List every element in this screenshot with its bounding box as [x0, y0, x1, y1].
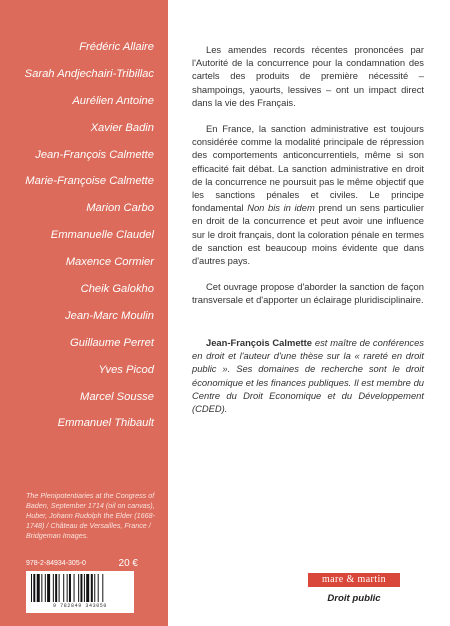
author-list [0, 40, 154, 443]
bio-text: est maître de conférences en droit et l'auteur d'une thèse sur la « rareté en droit public ». Ses domaines de recherche sont le droit économique et les finances publiques. Il est membre du Centre du Droit Economique et du Développement (CDED). [192, 337, 424, 415]
cover-image-caption: The Plenipotentiaries at the Congress of Baden, September 1714 (oil on canvas), Huber, Johann Rudolph the Elder (1668-1748) / Château de Versailles, France / Bridgeman Images. [26, 491, 156, 540]
author-name: Guillaume Perret [70, 336, 154, 349]
author-name: Yves Picod [98, 363, 154, 376]
summary-text [192, 43, 424, 307]
author-name: Aurélien Antoine [72, 94, 154, 107]
paragraph-2-text: En France, la sanction administrative est toujours considérée comme la modalité principale de répression des comportements anticoncurrentiels, même si son efficacité fait débat. La sanction administrative en droit de la concurrence ne poursuit pas le même objectif que les sanctions pénales et civiles. Le principe fondamental [192, 123, 424, 214]
author-name: Emmanuel Thibault [57, 417, 154, 430]
back-cover-sidebar [0, 0, 168, 626]
author-name: Marcel Sousse [80, 390, 154, 403]
author-name: Sarah Andjechairi-Tribillac [24, 67, 154, 80]
latin-maxim: Non bis in idem [247, 202, 315, 214]
isbn-number: 978-2-84934-305-0 [26, 559, 86, 567]
author-name: Xavier Badin [90, 121, 154, 134]
summary-paragraph-3: Cet ouvrage propose d'aborder la sanction de façon transversale et d'apporter un éclairage pluridisciplinaire. [192, 281, 424, 306]
barcode [26, 571, 134, 613]
isbn-price-row [26, 557, 138, 569]
paragraph-2-end: prend un sens particulier en droit de la concurrence et peut avoir une influence sur le droit français, dont la coloration pénale en termes de sanction est beaucoup moins évidente que dans d'autres pays. [192, 202, 424, 267]
barcode-bars-icon [30, 574, 130, 602]
author-name: Cheik Galokho [80, 283, 154, 296]
summary-paragraph-1: Les amendes records récentes prononcées par l'Autorité de la concurrence pour la condamnation des cartels des produits de première nécessité – shampoings, yaourts, lessives – ont un impact direct dans la vie des Français. [192, 44, 424, 108]
summary-paragraph-2 [192, 122, 424, 267]
author-name: Maxence Cormier [65, 256, 154, 269]
price: 20 € [118, 557, 138, 569]
author-bio [192, 336, 424, 415]
barcode-digits: 9 782849 343050 [52, 603, 107, 609]
author-name: Marie-Françoise Calmette [25, 175, 154, 188]
bio-author-name: Jean-François Calmette [206, 337, 313, 348]
publisher-block [308, 573, 400, 604]
author-name: Emmanuelle Claudel [50, 229, 154, 242]
author-name: Jean-François Calmette [35, 148, 154, 161]
author-name: Marion Carbo [86, 202, 154, 215]
collection-name: Droit public [327, 593, 381, 604]
author-name: Frédéric Allaire [79, 41, 154, 53]
author-name: Jean-Marc Moulin [65, 309, 154, 322]
publisher-logo: mare & martin [308, 573, 400, 587]
